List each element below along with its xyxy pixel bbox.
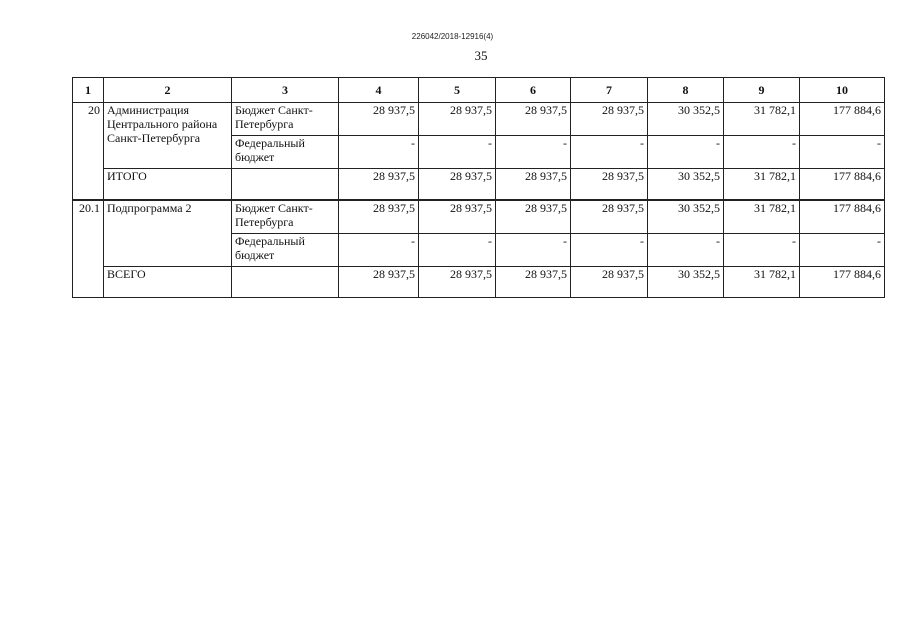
value-cell: - [339,136,419,169]
total-value-cell: 28 937,5 [419,169,496,201]
column-header: 8 [648,78,724,103]
value-cell: - [800,234,885,267]
column-header: 10 [800,78,885,103]
funding-source: Федеральный бюджет [232,234,339,267]
value-cell: 28 937,5 [339,103,419,136]
column-header: 9 [724,78,800,103]
value-cell: - [571,136,648,169]
column-header: 4 [339,78,419,103]
value-cell: 28 937,5 [419,200,496,234]
value-cell: 28 937,5 [419,103,496,136]
total-value-cell: 30 352,5 [648,267,724,298]
total-value-cell: 30 352,5 [648,169,724,201]
funding-source: Бюджет Санкт-Петербурга [232,200,339,234]
value-cell: - [724,234,800,267]
budget-table [72,77,885,298]
executor-name: Администрация Центрального района Санкт-Петербурга [104,103,232,169]
funding-source: Федеральный бюджет [232,136,339,169]
value-cell: 31 782,1 [724,200,800,234]
value-cell: - [800,136,885,169]
total-value-cell: 28 937,5 [339,169,419,201]
table-body [73,103,885,298]
column-header: 1 [73,78,104,103]
value-cell: - [339,234,419,267]
total-value-cell: 177 884,6 [800,267,885,298]
total-value-cell: 31 782,1 [724,169,800,201]
value-cell: - [419,234,496,267]
total-row [73,267,885,298]
total-value-cell: 28 937,5 [339,267,419,298]
column-header: 5 [419,78,496,103]
empty-cell [232,169,339,201]
value-cell: 28 937,5 [496,103,571,136]
value-cell: 177 884,6 [800,200,885,234]
page-number: 35 [474,48,488,63]
row-index: 20.1 [73,200,104,298]
table-row [73,200,885,234]
executor-name: Подпрограмма 2 [104,200,232,267]
value-cell: - [496,234,571,267]
total-value-cell: 28 937,5 [571,267,648,298]
total-value-cell: 28 937,5 [419,267,496,298]
row-index: 20 [73,103,104,201]
total-value-cell: 28 937,5 [496,169,571,201]
total-value-cell: 28 937,5 [571,169,648,201]
header-row [73,78,885,103]
value-cell: - [648,234,724,267]
total-value-cell: 28 937,5 [496,267,571,298]
value-cell: 28 937,5 [571,103,648,136]
total-label: ВСЕГО [104,267,232,298]
column-header: 7 [571,78,648,103]
value-cell: - [648,136,724,169]
value-cell: 177 884,6 [800,103,885,136]
table-row [73,103,885,136]
total-value-cell: 31 782,1 [724,267,800,298]
value-cell: - [724,136,800,169]
value-cell: 30 352,5 [648,200,724,234]
total-row [73,169,885,201]
total-value-cell: 177 884,6 [800,169,885,201]
value-cell: 28 937,5 [339,200,419,234]
value-cell: 30 352,5 [648,103,724,136]
value-cell: - [419,136,496,169]
funding-source: Бюджет Санкт-Петербурга [232,103,339,136]
total-label: ИТОГО [104,169,232,201]
empty-cell [232,267,339,298]
column-header: 3 [232,78,339,103]
value-cell: - [496,136,571,169]
document-id: 226042/2018-12916(4) [411,32,494,41]
value-cell: 28 937,5 [571,200,648,234]
value-cell: 28 937,5 [496,200,571,234]
column-header: 6 [496,78,571,103]
value-cell: 31 782,1 [724,103,800,136]
value-cell: - [571,234,648,267]
column-header: 2 [104,78,232,103]
